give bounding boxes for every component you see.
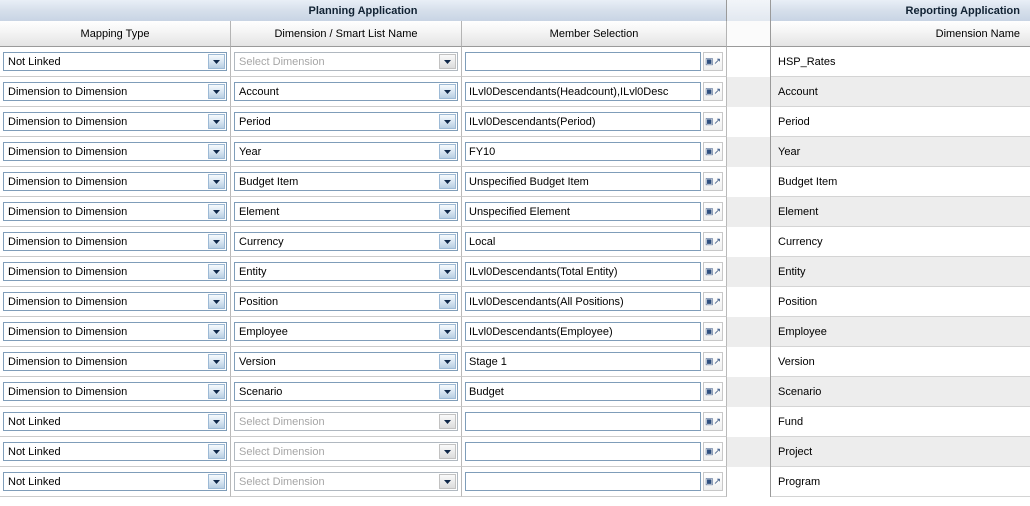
mapping-type-select[interactable] [3, 232, 227, 251]
mapping-type-select[interactable] [3, 472, 227, 491]
mapping-type-cell [0, 407, 231, 437]
mapping-type-cell [0, 197, 231, 227]
member-selection-wrap [465, 112, 723, 131]
dimension-name-cell [231, 107, 462, 137]
mapping-type-select[interactable] [3, 202, 227, 221]
reporting-dimension-name [771, 377, 1030, 407]
dimension-select[interactable] [234, 52, 458, 71]
chevron-down-icon[interactable] [208, 234, 225, 249]
reporting-dimension-name [771, 467, 1030, 497]
member-selector-icon[interactable]: ▣↗ [703, 262, 723, 281]
dimension-select[interactable] [234, 262, 458, 281]
row-spacer [727, 467, 771, 497]
column-header-member-selection: Member Selection [462, 21, 727, 47]
mapping-type-select[interactable] [3, 322, 227, 341]
member-selection-cell [462, 227, 727, 257]
member-selection-wrap [465, 202, 723, 221]
member-selection-wrap [465, 322, 723, 341]
chevron-down-icon[interactable] [439, 264, 456, 279]
mapping-type-select[interactable] [3, 292, 227, 311]
row-spacer [727, 437, 771, 467]
mapping-type-select[interactable] [3, 172, 227, 191]
mapping-type-value: Not Linked [8, 445, 61, 458]
member-selection-wrap [465, 262, 723, 281]
mapping-type-cell [0, 257, 231, 287]
member-selection-cell [462, 407, 727, 437]
table-row [0, 287, 1030, 317]
mapping-type-value: Not Linked [8, 55, 61, 68]
dimension-select[interactable] [234, 352, 458, 371]
member-selection-wrap [465, 232, 723, 251]
member-selection-cell [462, 137, 727, 167]
reporting-dimension-name [771, 47, 1030, 77]
mapping-type-select[interactable] [3, 82, 227, 101]
reporting-dimension-name [771, 437, 1030, 467]
dimension-value: Select Dimension [239, 445, 325, 458]
member-selection-input[interactable]: Stage 1 [465, 352, 701, 371]
dimension-name-cell [231, 467, 462, 497]
member-selection-cell [462, 347, 727, 377]
chevron-down-icon[interactable] [439, 114, 456, 129]
member-selection-input[interactable]: FY10 [465, 142, 701, 161]
chevron-down-icon[interactable] [439, 174, 456, 189]
chevron-down-icon[interactable] [208, 354, 225, 369]
dimension-name-cell [231, 257, 462, 287]
row-spacer [727, 317, 771, 347]
dimension-value: Budget Item [239, 175, 299, 188]
mapping-type-cell [0, 467, 231, 497]
dimension-value: Entity [239, 265, 267, 278]
chevron-down-icon[interactable] [208, 324, 225, 339]
row-spacer [727, 287, 771, 317]
member-selector-icon[interactable]: ▣↗ [703, 322, 723, 341]
mapping-type-value: Dimension to Dimension [8, 145, 128, 158]
member-selection-wrap [465, 472, 723, 491]
mapping-type-cell [0, 47, 231, 77]
row-spacer [727, 137, 771, 167]
row-spacer [727, 227, 771, 257]
chevron-down-icon[interactable] [208, 84, 225, 99]
member-selector-icon[interactable]: ▣↗ [703, 382, 723, 401]
column-header-mapping-type: Mapping Type [0, 21, 231, 47]
reporting-dimension-name [771, 167, 1030, 197]
dimension-select[interactable] [234, 112, 458, 131]
reporting-dimension-name [771, 287, 1030, 317]
table-row [0, 47, 1030, 77]
dimension-select[interactable] [234, 292, 458, 311]
table-row [0, 347, 1030, 377]
dimension-value: Currency [239, 235, 284, 248]
member-selector-icon[interactable]: ▣↗ [703, 412, 723, 431]
reporting-dimension-name [771, 257, 1030, 287]
member-selection-wrap [465, 172, 723, 191]
dimension-select[interactable] [234, 412, 458, 431]
dimension-value: Period [239, 115, 271, 128]
row-spacer [727, 77, 771, 107]
member-selection-cell [462, 197, 727, 227]
table-row [0, 437, 1030, 467]
reporting-dimension-name [771, 317, 1030, 347]
reporting-dimension-label: Currency [778, 235, 823, 248]
table-row [0, 257, 1030, 287]
reporting-dimension-label: Year [778, 145, 801, 158]
mapping-type-select[interactable] [3, 442, 227, 461]
member-selection-wrap [465, 382, 723, 401]
dimension-value: Employee [239, 325, 288, 338]
mapping-type-value: Dimension to Dimension [8, 385, 128, 398]
reporting-dimension-label: Entity [778, 265, 806, 278]
mapping-type-cell [0, 167, 231, 197]
member-selection-wrap [465, 352, 723, 371]
reporting-dimension-label: Budget Item [778, 175, 838, 188]
dimension-value: Element [239, 205, 280, 218]
chevron-down-icon[interactable] [439, 474, 456, 489]
chevron-down-icon[interactable] [439, 324, 456, 339]
dimension-name-cell [231, 317, 462, 347]
chevron-down-icon[interactable] [439, 444, 456, 459]
table-row [0, 407, 1030, 437]
mapping-type-value: Dimension to Dimension [8, 325, 128, 338]
member-selection-cell [462, 257, 727, 287]
member-selection-input[interactable]: ILvl0Descendants(Period) [465, 112, 701, 131]
member-selector-icon[interactable]: ▣↗ [703, 142, 723, 161]
column-header-spacer [727, 21, 771, 47]
mapping-type-value: Dimension to Dimension [8, 235, 128, 248]
member-selection-input[interactable]: ILvl0Descendants(Total Entity) [465, 262, 701, 281]
member-selection-wrap [465, 442, 723, 461]
chevron-down-icon[interactable] [208, 474, 225, 489]
chevron-down-icon[interactable] [208, 54, 225, 69]
mapping-type-select[interactable] [3, 142, 227, 161]
table-row [0, 197, 1030, 227]
chevron-down-icon[interactable] [208, 384, 225, 399]
dimension-select[interactable] [234, 82, 458, 101]
reporting-dimension-label: Version [778, 355, 815, 368]
member-selector-icon[interactable]: ▣↗ [703, 202, 723, 221]
member-selector-icon[interactable]: ▣↗ [703, 472, 723, 491]
dimension-value: Select Dimension [239, 55, 325, 68]
chevron-down-icon[interactable] [208, 204, 225, 219]
member-selection-input[interactable]: ILvl0Descendants(Employee) [465, 322, 701, 341]
chevron-down-icon[interactable] [439, 384, 456, 399]
reporting-dimension-label: Fund [778, 415, 804, 428]
dimension-value: Position [239, 295, 279, 308]
reporting-dimension-name [771, 407, 1030, 437]
dimension-name-cell [231, 437, 462, 467]
mapping-type-cell [0, 137, 231, 167]
reporting-dimension-name [771, 227, 1030, 257]
reporting-dimension-name [771, 77, 1030, 107]
member-selector-icon[interactable]: ▣↗ [703, 52, 723, 71]
member-selector-icon[interactable]: ▣↗ [703, 232, 723, 251]
table-row [0, 377, 1030, 407]
reporting-dimension-name [771, 107, 1030, 137]
row-spacer [727, 47, 771, 77]
dimension-name-cell [231, 347, 462, 377]
chevron-down-icon[interactable] [208, 294, 225, 309]
table-row [0, 167, 1030, 197]
row-spacer [727, 347, 771, 377]
member-selection-wrap [465, 82, 723, 101]
member-selection-cell [462, 317, 727, 347]
mapping-type-value: Dimension to Dimension [8, 175, 128, 188]
mapping-type-cell [0, 77, 231, 107]
member-selection-wrap [465, 52, 723, 71]
dimension-value: Select Dimension [239, 475, 325, 488]
mapping-type-cell [0, 227, 231, 257]
mapping-type-value: Dimension to Dimension [8, 85, 128, 98]
member-selection-wrap [465, 412, 723, 431]
reporting-dimension-label: Account [778, 85, 818, 98]
dimension-value: Year [239, 145, 262, 158]
table-row [0, 137, 1030, 167]
member-selection-cell [462, 47, 727, 77]
member-selection-wrap [465, 292, 723, 311]
dimension-select[interactable] [234, 322, 458, 341]
dimension-select[interactable] [234, 202, 458, 221]
dimension-value: Scenario [239, 385, 283, 398]
chevron-down-icon[interactable] [439, 354, 456, 369]
dimension-name-cell [231, 407, 462, 437]
mapping-type-select[interactable] [3, 52, 227, 71]
chevron-down-icon[interactable] [208, 174, 225, 189]
member-selection-cell [462, 377, 727, 407]
reporting-dimension-name [771, 197, 1030, 227]
mapping-type-select[interactable] [3, 262, 227, 281]
member-selection-input[interactable]: Local [465, 232, 701, 251]
mapping-type-value: Dimension to Dimension [8, 205, 128, 218]
member-selection-input[interactable]: ILvl0Descendants(All Positions) [465, 292, 701, 311]
chevron-down-icon[interactable] [439, 204, 456, 219]
row-spacer [727, 167, 771, 197]
mapping-type-cell [0, 317, 231, 347]
chevron-down-icon[interactable] [439, 144, 456, 159]
mapping-type-select[interactable] [3, 412, 227, 431]
member-selector-icon[interactable]: ▣↗ [703, 442, 723, 461]
member-selection-input[interactable] [465, 442, 701, 461]
member-selector-icon[interactable]: ▣↗ [703, 112, 723, 131]
dimension-select[interactable] [234, 142, 458, 161]
member-selection-wrap [465, 142, 723, 161]
mapping-type-value: Not Linked [8, 415, 61, 428]
chevron-down-icon[interactable] [208, 144, 225, 159]
mapping-grid [0, 47, 1030, 497]
dimension-name-cell [231, 77, 462, 107]
member-selection-cell [462, 167, 727, 197]
planning-application-title: Planning Application [0, 0, 727, 21]
member-selection-input[interactable] [465, 472, 701, 491]
mapping-type-cell [0, 347, 231, 377]
dimension-select[interactable] [234, 172, 458, 191]
mapping-type-select[interactable] [3, 112, 227, 131]
row-spacer [727, 107, 771, 137]
mapping-type-cell [0, 107, 231, 137]
column-header-dimension-name: Dimension Name [771, 21, 1030, 47]
chevron-down-icon[interactable] [208, 114, 225, 129]
reporting-dimension-name [771, 137, 1030, 167]
member-selector-icon[interactable]: ▣↗ [703, 172, 723, 191]
dimension-name-cell [231, 137, 462, 167]
member-selection-cell [462, 107, 727, 137]
member-selection-input[interactable]: ILvl0Descendants(Headcount),ILvl0Desc [465, 82, 701, 101]
reporting-application-title: Reporting Application [771, 0, 1030, 21]
chevron-down-icon[interactable] [439, 54, 456, 69]
dimension-name-cell [231, 197, 462, 227]
column-header-dimension-smart-list: Dimension / Smart List Name [231, 21, 462, 47]
chevron-down-icon[interactable] [439, 414, 456, 429]
dimension-name-cell [231, 47, 462, 77]
member-selector-icon[interactable]: ▣↗ [703, 352, 723, 371]
member-selection-cell [462, 287, 727, 317]
dimension-select[interactable] [234, 232, 458, 251]
mapping-type-cell [0, 377, 231, 407]
table-row [0, 107, 1030, 137]
reporting-dimension-label: Scenario [778, 385, 822, 398]
panel-title-spacer [727, 0, 771, 21]
dimension-value: Version [239, 355, 276, 368]
mapping-type-value: Not Linked [8, 475, 61, 488]
chevron-down-icon[interactable] [439, 234, 456, 249]
table-row [0, 227, 1030, 257]
reporting-dimension-name [771, 347, 1030, 377]
reporting-dimension-label: Position [778, 295, 818, 308]
member-selection-input[interactable] [465, 412, 701, 431]
mapping-type-select[interactable] [3, 382, 227, 401]
dimension-value: Select Dimension [239, 415, 325, 428]
reporting-dimension-label: Project [778, 445, 813, 458]
row-spacer [727, 197, 771, 227]
table-row [0, 467, 1030, 497]
row-spacer [727, 257, 771, 287]
dimension-name-cell [231, 227, 462, 257]
member-selection-input[interactable]: Unspecified Element [465, 202, 701, 221]
reporting-dimension-label: Employee [778, 325, 827, 338]
member-selection-cell [462, 437, 727, 467]
mapping-type-cell [0, 437, 231, 467]
table-row [0, 77, 1030, 107]
mapping-type-value: Dimension to Dimension [8, 355, 128, 368]
reporting-dimension-label: HSP_Rates [778, 55, 836, 68]
chevron-down-icon[interactable] [208, 444, 225, 459]
dimension-name-cell [231, 167, 462, 197]
mapping-type-value: Dimension to Dimension [8, 295, 128, 308]
column-header-row [0, 21, 1030, 47]
mapping-type-cell [0, 287, 231, 317]
reporting-dimension-label: Program [778, 475, 821, 488]
chevron-down-icon[interactable] [208, 264, 225, 279]
reporting-dimension-label: Period [778, 115, 810, 128]
dimension-value: Account [239, 85, 279, 98]
member-selector-icon[interactable]: ▣↗ [703, 292, 723, 311]
dimension-select[interactable] [234, 382, 458, 401]
member-selection-input[interactable]: Unspecified Budget Item [465, 172, 701, 191]
table-row [0, 317, 1030, 347]
member-selection-input[interactable]: Budget [465, 382, 701, 401]
chevron-down-icon[interactable] [439, 84, 456, 99]
mapping-type-value: Dimension to Dimension [8, 265, 128, 278]
chevron-down-icon[interactable] [439, 294, 456, 309]
member-selection-cell [462, 467, 727, 497]
panel-titles-bar [0, 0, 1030, 21]
mapping-type-value: Dimension to Dimension [8, 115, 128, 128]
row-spacer [727, 377, 771, 407]
reporting-dimension-label: Element [778, 205, 819, 218]
row-spacer [727, 407, 771, 437]
dimension-name-cell [231, 377, 462, 407]
member-selection-cell [462, 77, 727, 107]
member-selection-input[interactable] [465, 52, 701, 71]
member-selector-icon[interactable]: ▣↗ [703, 82, 723, 101]
chevron-down-icon[interactable] [208, 414, 225, 429]
dimension-select[interactable] [234, 442, 458, 461]
dimension-name-cell [231, 287, 462, 317]
dimension-select[interactable] [234, 472, 458, 491]
mapping-type-select[interactable] [3, 352, 227, 371]
